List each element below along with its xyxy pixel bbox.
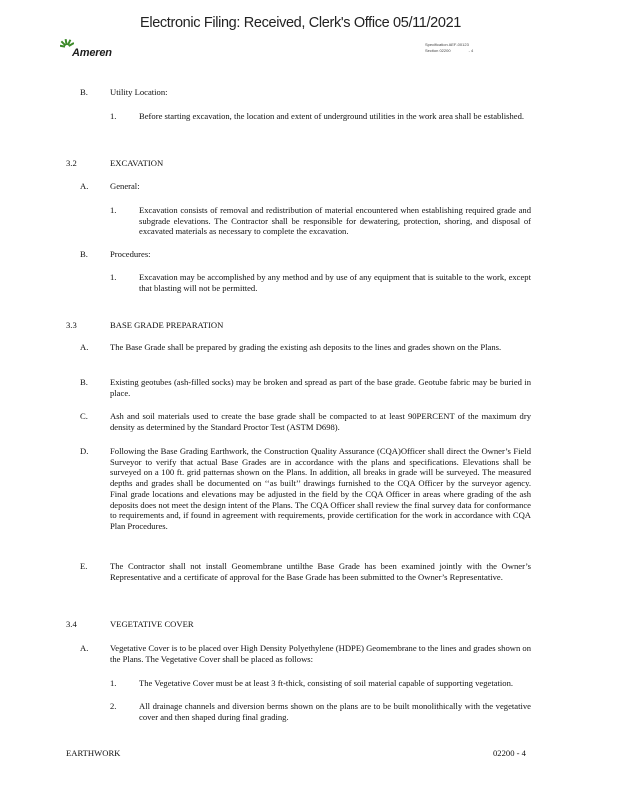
vegetative-a1-text: The Vegetative Cover must be at least 3 ft-thick, consisting of soil material capable of supporting vegetation.	[139, 678, 514, 688]
excavation-a1-num: 1.	[110, 205, 117, 215]
base-grade-d-letter: D.	[80, 446, 89, 456]
spec-number: Specification AEF-00123	[425, 42, 469, 47]
vegetative-a2-num: 2.	[110, 701, 117, 711]
section-3-3-number: 3.3	[66, 320, 77, 330]
base-grade-c-letter: C.	[80, 411, 88, 421]
company-name: Ameren	[72, 47, 112, 59]
excavation-b1-num: 1.	[110, 272, 117, 282]
footer-page-number: 02200 - 4	[493, 748, 526, 758]
base-grade-e-letter: E.	[80, 561, 88, 571]
section-3-3-title: BASE GRADE PREPARATION	[110, 320, 224, 330]
base-grade-c-text: Ash and soil materials used to create the base grade shall be compacted to at least 90PERCENT of the maximum dry density as determined by the Standard Proctor Test (ASTM D698).	[110, 411, 531, 432]
excavation-b-title: Procedures:	[110, 249, 151, 259]
section-3-2-number: 3.2	[66, 158, 77, 168]
footer-section-name: EARTHWORK	[66, 748, 121, 758]
excavation-b-letter: B.	[80, 249, 88, 259]
utility-item1-num: 1.	[110, 111, 117, 121]
excavation-b1-text: Excavation may be accomplished by any method and by use of any equipment that is suitable to the work, except that blasting will not be permitted.	[139, 272, 531, 293]
section-3-4-number: 3.4	[66, 619, 77, 629]
vegetative-a-letter: A.	[80, 643, 89, 653]
section-3-4-title: VEGETATIVE COVER	[110, 619, 194, 629]
utility-title: Utility Location:	[110, 87, 168, 97]
base-grade-a-letter: A.	[80, 342, 89, 352]
vegetative-a2-text: All drainage channels and diversion berms shown on the plans are to be built monolithically with the vegetative cover and then shaped during final grading.	[139, 701, 531, 722]
base-grade-b-letter: B.	[80, 377, 88, 387]
company-logo	[60, 39, 150, 61]
filing-stamp: Electronic Filing: Received, Clerk's Office 05/11/2021	[140, 15, 462, 31]
vegetative-a1-num: 1.	[110, 678, 117, 688]
excavation-a-letter: A.	[80, 181, 89, 191]
base-grade-b-text: Existing geotubes (ash-filled socks) may be broken and spread as part of the base grade. Geotube fabric may be buried in place.	[110, 377, 531, 398]
section-3-2-title: EXCAVATION	[110, 158, 164, 168]
spec-section: Section 02200	[425, 48, 451, 53]
vegetative-a-text: Vegetative Cover is to be placed over High Density Polyethylene (HDPE) Geomembrane to the lines and grades shown on the Plans. The Vegetative Cover shall be placed as follows:	[110, 643, 531, 664]
base-grade-a-text: The Base Grade shall be prepared by grading the existing ash deposits to the lines and grades shown on the Plans.	[110, 342, 502, 352]
spec-reference	[425, 42, 473, 54]
excavation-a1-text: Excavation consists of removal and redistribution of material encountered when establishing required grade and subgrade elevations. The Contractor shall be responsible for dewatering, protection, shoring, and disposal of excavated materials as necessary to complete the excavation.	[139, 205, 531, 237]
base-grade-d-text: Following the Base Grading Earthwork, the Construction Quality Assurance (CQA)Officer shall direct the Owner’s Field Surveyor to verify that actual Base Grades are in accordance with the plans and specifications. Elevations shall be surveyed on a 100 ft. grid patternas shown on the Plans. In addition, all breaks in grade will be surveyed. The measured depths and grades shall be documented on ‘‘as built’’ drawings furnished to the CQA Officer by the surveyor agency. Final grade locations and elevations may be adjusted in the field by the CQA Officer in areas where grading of the ash deposits does not meet the design intent of the Plans. The CQA Officer shall review the final survey data for conformance to requirements and, if found in agreement with requirements, provide certification for the work in accordance with CQA Plan Procedures.	[110, 446, 531, 531]
utility-letter: B.	[80, 87, 88, 97]
utility-item1-text: Before starting excavation, the location and extent of underground utilities in the work area shall be established.	[139, 111, 525, 121]
spec-page: - 4	[468, 48, 474, 53]
excavation-a-title: General:	[110, 181, 140, 191]
base-grade-e-text: The Contractor shall not install Geomembrane untilthe Base Grade has been examined jointly with the Owner’s Representative and a certificate of approval for the Base Grade has been submitted to the Owner’s Representative.	[110, 561, 531, 582]
